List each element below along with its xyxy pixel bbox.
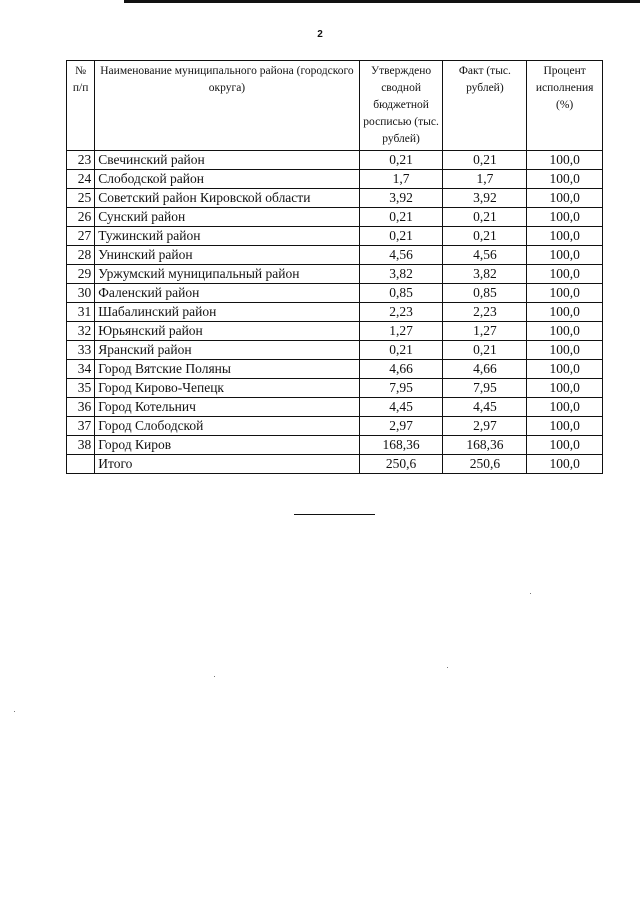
cell-number: 38 (67, 436, 95, 455)
table-row (67, 189, 603, 208)
table-row (67, 284, 603, 303)
cell-number: 23 (67, 151, 95, 170)
table-row (67, 322, 603, 341)
table-row (67, 436, 603, 455)
table-row (67, 170, 603, 189)
table-row (67, 341, 603, 360)
table-row (67, 265, 603, 284)
cell-municipality-name: Юрьянский район (95, 322, 359, 341)
table-header (67, 61, 603, 151)
header-number: № п/п (67, 61, 95, 151)
cell-approved-amount: 0,85 (359, 284, 443, 303)
cell-approved-amount: 3,82 (359, 265, 443, 284)
cell-fact-amount: 0,21 (443, 208, 527, 227)
cell-execution-percent: 100,0 (527, 227, 603, 246)
cell-municipality-name: Слободской район (95, 170, 359, 189)
cell-approved-amount: 4,66 (359, 360, 443, 379)
cell-fact-amount: 7,95 (443, 379, 527, 398)
cell-execution-percent: 100,0 (527, 436, 603, 455)
cell-approved-amount: 2,23 (359, 303, 443, 322)
cell-fact-amount: 4,56 (443, 246, 527, 265)
cell-municipality-name: Советский район Кировской области (95, 189, 359, 208)
table-row (67, 360, 603, 379)
cell-number: 33 (67, 341, 95, 360)
table-row (67, 398, 603, 417)
cell-number: 30 (67, 284, 95, 303)
cell-fact-amount: 3,82 (443, 265, 527, 284)
table-body (67, 151, 603, 474)
cell-execution-percent: 100,0 (527, 322, 603, 341)
cell-execution-percent: 100,0 (527, 360, 603, 379)
cell-number: 34 (67, 360, 95, 379)
cell-municipality-name: Итого (95, 455, 359, 474)
cell-approved-amount: 0,21 (359, 208, 443, 227)
cell-number: 28 (67, 246, 95, 265)
cell-number: 36 (67, 398, 95, 417)
scan-speck (214, 676, 215, 677)
cell-approved-amount: 1,7 (359, 170, 443, 189)
scan-speck (14, 711, 15, 712)
cell-fact-amount: 0,85 (443, 284, 527, 303)
cell-approved-amount: 7,95 (359, 379, 443, 398)
scan-speck (447, 667, 448, 668)
cell-execution-percent: 100,0 (527, 303, 603, 322)
header-execution-percent: Процент исполнения (%) (527, 61, 603, 151)
cell-number: 27 (67, 227, 95, 246)
cell-municipality-name: Город Кирово-Чепецк (95, 379, 359, 398)
cell-execution-percent: 100,0 (527, 341, 603, 360)
cell-fact-amount: 4,45 (443, 398, 527, 417)
header-municipality-name: Наименование муниципального района (городского округа) (95, 61, 359, 151)
cell-number: 37 (67, 417, 95, 436)
cell-execution-percent: 100,0 (527, 208, 603, 227)
page-number: 2 (317, 29, 323, 40)
cell-approved-amount: 0,21 (359, 227, 443, 246)
cell-approved-amount: 168,36 (359, 436, 443, 455)
cell-approved-amount: 250,6 (359, 455, 443, 474)
cell-fact-amount: 1,27 (443, 322, 527, 341)
scan-speck (530, 593, 531, 594)
cell-execution-percent: 100,0 (527, 455, 603, 474)
cell-fact-amount: 168,36 (443, 436, 527, 455)
cell-number: 35 (67, 379, 95, 398)
cell-approved-amount: 1,27 (359, 322, 443, 341)
cell-approved-amount: 0,21 (359, 341, 443, 360)
cell-approved-amount: 4,45 (359, 398, 443, 417)
cell-execution-percent: 100,0 (527, 246, 603, 265)
table-row (67, 151, 603, 170)
cell-fact-amount: 1,7 (443, 170, 527, 189)
table-row (67, 246, 603, 265)
cell-execution-percent: 100,0 (527, 379, 603, 398)
header-row (67, 61, 603, 151)
cell-municipality-name: Шабалинский район (95, 303, 359, 322)
table-row (67, 208, 603, 227)
cell-number: 25 (67, 189, 95, 208)
cell-number: 31 (67, 303, 95, 322)
cell-fact-amount: 0,21 (443, 227, 527, 246)
cell-fact-amount: 4,66 (443, 360, 527, 379)
budget-execution-table (66, 60, 603, 474)
table-row (67, 379, 603, 398)
cell-municipality-name: Фаленский район (95, 284, 359, 303)
cell-approved-amount: 4,56 (359, 246, 443, 265)
cell-municipality-name: Город Слободской (95, 417, 359, 436)
cell-number (67, 455, 95, 474)
header-fact-amount: Факт (тыс. рублей) (443, 61, 527, 151)
cell-fact-amount: 250,6 (443, 455, 527, 474)
cell-approved-amount: 0,21 (359, 151, 443, 170)
cell-municipality-name: Город Вятские Поляны (95, 360, 359, 379)
cell-execution-percent: 100,0 (527, 151, 603, 170)
top-border-line (124, 0, 640, 3)
table-row (67, 227, 603, 246)
cell-execution-percent: 100,0 (527, 189, 603, 208)
cell-approved-amount: 3,92 (359, 189, 443, 208)
table-row (67, 417, 603, 436)
cell-municipality-name: Унинский район (95, 246, 359, 265)
cell-number: 29 (67, 265, 95, 284)
cell-municipality-name: Сунский район (95, 208, 359, 227)
header-approved-amount: Утверждено сводной бюджетной росписью (тыс. рублей) (359, 61, 443, 151)
cell-municipality-name: Свечинский район (95, 151, 359, 170)
cell-fact-amount: 3,92 (443, 189, 527, 208)
cell-fact-amount: 0,21 (443, 151, 527, 170)
cell-municipality-name: Город Киров (95, 436, 359, 455)
closing-rule (294, 514, 375, 515)
cell-municipality-name: Тужинский район (95, 227, 359, 246)
cell-municipality-name: Уржумский муниципальный район (95, 265, 359, 284)
cell-fact-amount: 2,97 (443, 417, 527, 436)
cell-execution-percent: 100,0 (527, 170, 603, 189)
table-row (67, 303, 603, 322)
cell-number: 24 (67, 170, 95, 189)
cell-execution-percent: 100,0 (527, 417, 603, 436)
total-row (67, 455, 603, 474)
cell-fact-amount: 0,21 (443, 341, 527, 360)
cell-fact-amount: 2,23 (443, 303, 527, 322)
cell-municipality-name: Яранский район (95, 341, 359, 360)
cell-number: 32 (67, 322, 95, 341)
cell-execution-percent: 100,0 (527, 265, 603, 284)
cell-approved-amount: 2,97 (359, 417, 443, 436)
cell-execution-percent: 100,0 (527, 284, 603, 303)
cell-execution-percent: 100,0 (527, 398, 603, 417)
cell-municipality-name: Город Котельнич (95, 398, 359, 417)
cell-number: 26 (67, 208, 95, 227)
